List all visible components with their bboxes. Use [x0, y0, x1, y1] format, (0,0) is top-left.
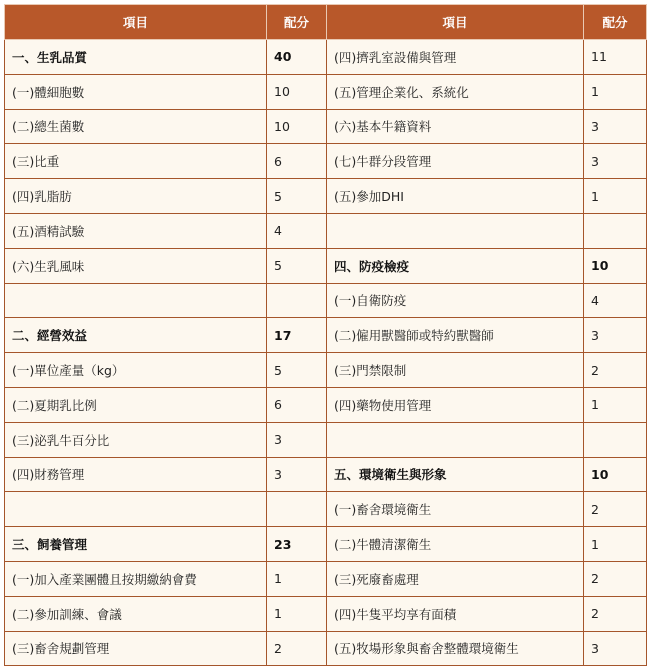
right-score-cell: 11	[584, 40, 647, 75]
left-score-cell: 40	[267, 40, 327, 75]
table-row	[5, 457, 647, 492]
left-score-cell: 1	[267, 561, 327, 596]
left-score-cell: 6	[267, 144, 327, 179]
right-item-cell: (七)牛群分段管理	[327, 144, 584, 179]
right-score-cell: 10	[584, 457, 647, 492]
left-item-cell: (二)總生菌數	[5, 109, 267, 144]
left-item-cell: 二、經營效益	[5, 318, 267, 353]
right-score-cell: 1	[584, 527, 647, 562]
right-score-cell: 4	[584, 283, 647, 318]
left-item-cell: 三、飼養管理	[5, 527, 267, 562]
right-item-cell: (四)藥物使用管理	[327, 387, 584, 422]
table-row	[5, 318, 647, 353]
right-item-cell: (二)牛體清潔衛生	[327, 527, 584, 562]
table-row	[5, 561, 647, 596]
right-score-cell	[584, 213, 647, 248]
table-row	[5, 248, 647, 283]
header-item-left: 項目	[5, 5, 267, 40]
table-row	[5, 353, 647, 388]
right-score-cell: 10	[584, 248, 647, 283]
table-row	[5, 283, 647, 318]
left-item-cell: 一、生乳品質	[5, 40, 267, 75]
table-row	[5, 422, 647, 457]
left-item-cell: (三)比重	[5, 144, 267, 179]
right-item-cell: (一)畜舍環境衛生	[327, 492, 584, 527]
left-item-cell: (一)加入產業團體且按期繳納會費	[5, 561, 267, 596]
table-row	[5, 527, 647, 562]
left-item-cell: (六)生乳風味	[5, 248, 267, 283]
left-score-cell: 5	[267, 179, 327, 214]
left-score-cell: 23	[267, 527, 327, 562]
right-item-cell: (五)參加DHI	[327, 179, 584, 214]
left-item-cell: (一)單位產量（kg）	[5, 353, 267, 388]
table-row	[5, 631, 647, 666]
right-score-cell: 1	[584, 179, 647, 214]
left-item-cell: (二)夏期乳比例	[5, 387, 267, 422]
table-row	[5, 492, 647, 527]
right-score-cell: 2	[584, 561, 647, 596]
right-item-cell: (三)死廢畜處理	[327, 561, 584, 596]
left-score-cell: 10	[267, 74, 327, 109]
right-item-cell: (二)僱用獸醫師或特約獸醫師	[327, 318, 584, 353]
left-item-cell: (三)畜舍規劃管理	[5, 631, 267, 666]
left-score-cell: 3	[267, 422, 327, 457]
right-score-cell: 2	[584, 353, 647, 388]
right-item-cell: 四、防疫檢疫	[327, 248, 584, 283]
left-item-cell: (四)財務管理	[5, 457, 267, 492]
left-item-cell: (四)乳脂肪	[5, 179, 267, 214]
table-row	[5, 40, 647, 75]
right-score-cell	[584, 422, 647, 457]
table-row	[5, 387, 647, 422]
right-item-cell: (六)基本牛籍資料	[327, 109, 584, 144]
right-item-cell: (五)管理企業化、系統化	[327, 74, 584, 109]
right-score-cell: 3	[584, 144, 647, 179]
table-row	[5, 213, 647, 248]
header-row	[5, 5, 647, 40]
left-item-cell: (五)酒精試驗	[5, 213, 267, 248]
left-item-cell: (二)參加訓練、會議	[5, 596, 267, 631]
left-score-cell: 4	[267, 213, 327, 248]
right-score-cell: 3	[584, 631, 647, 666]
header-score-right: 配分	[584, 5, 647, 40]
header-score-left: 配分	[267, 5, 327, 40]
left-item-cell	[5, 283, 267, 318]
right-item-cell: (一)自衛防疫	[327, 283, 584, 318]
right-score-cell: 2	[584, 492, 647, 527]
left-score-cell	[267, 283, 327, 318]
left-score-cell: 1	[267, 596, 327, 631]
table-row	[5, 109, 647, 144]
right-item-cell	[327, 422, 584, 457]
table-row	[5, 144, 647, 179]
table-row	[5, 74, 647, 109]
right-item-cell: (五)牧場形象與畜舍整體環境衛生	[327, 631, 584, 666]
left-score-cell: 17	[267, 318, 327, 353]
left-score-cell: 2	[267, 631, 327, 666]
right-score-cell: 3	[584, 109, 647, 144]
right-score-cell: 1	[584, 74, 647, 109]
left-item-cell	[5, 492, 267, 527]
table-body	[5, 40, 647, 666]
table-row	[5, 179, 647, 214]
left-score-cell: 5	[267, 353, 327, 388]
header-item-right: 項目	[327, 5, 584, 40]
left-score-cell: 3	[267, 457, 327, 492]
right-item-cell: (四)擠乳室設備與管理	[327, 40, 584, 75]
right-item-cell: 五、環境衛生與形象	[327, 457, 584, 492]
right-item-cell: (三)門禁限制	[327, 353, 584, 388]
left-score-cell	[267, 492, 327, 527]
right-score-cell: 2	[584, 596, 647, 631]
table-row	[5, 596, 647, 631]
right-item-cell	[327, 213, 584, 248]
left-score-cell: 6	[267, 387, 327, 422]
left-item-cell: (三)泌乳牛百分比	[5, 422, 267, 457]
score-table	[4, 4, 647, 666]
right-item-cell: (四)牛隻平均享有面積	[327, 596, 584, 631]
right-score-cell: 1	[584, 387, 647, 422]
left-item-cell: (一)體細胞數	[5, 74, 267, 109]
right-score-cell: 3	[584, 318, 647, 353]
left-score-cell: 10	[267, 109, 327, 144]
left-score-cell: 5	[267, 248, 327, 283]
